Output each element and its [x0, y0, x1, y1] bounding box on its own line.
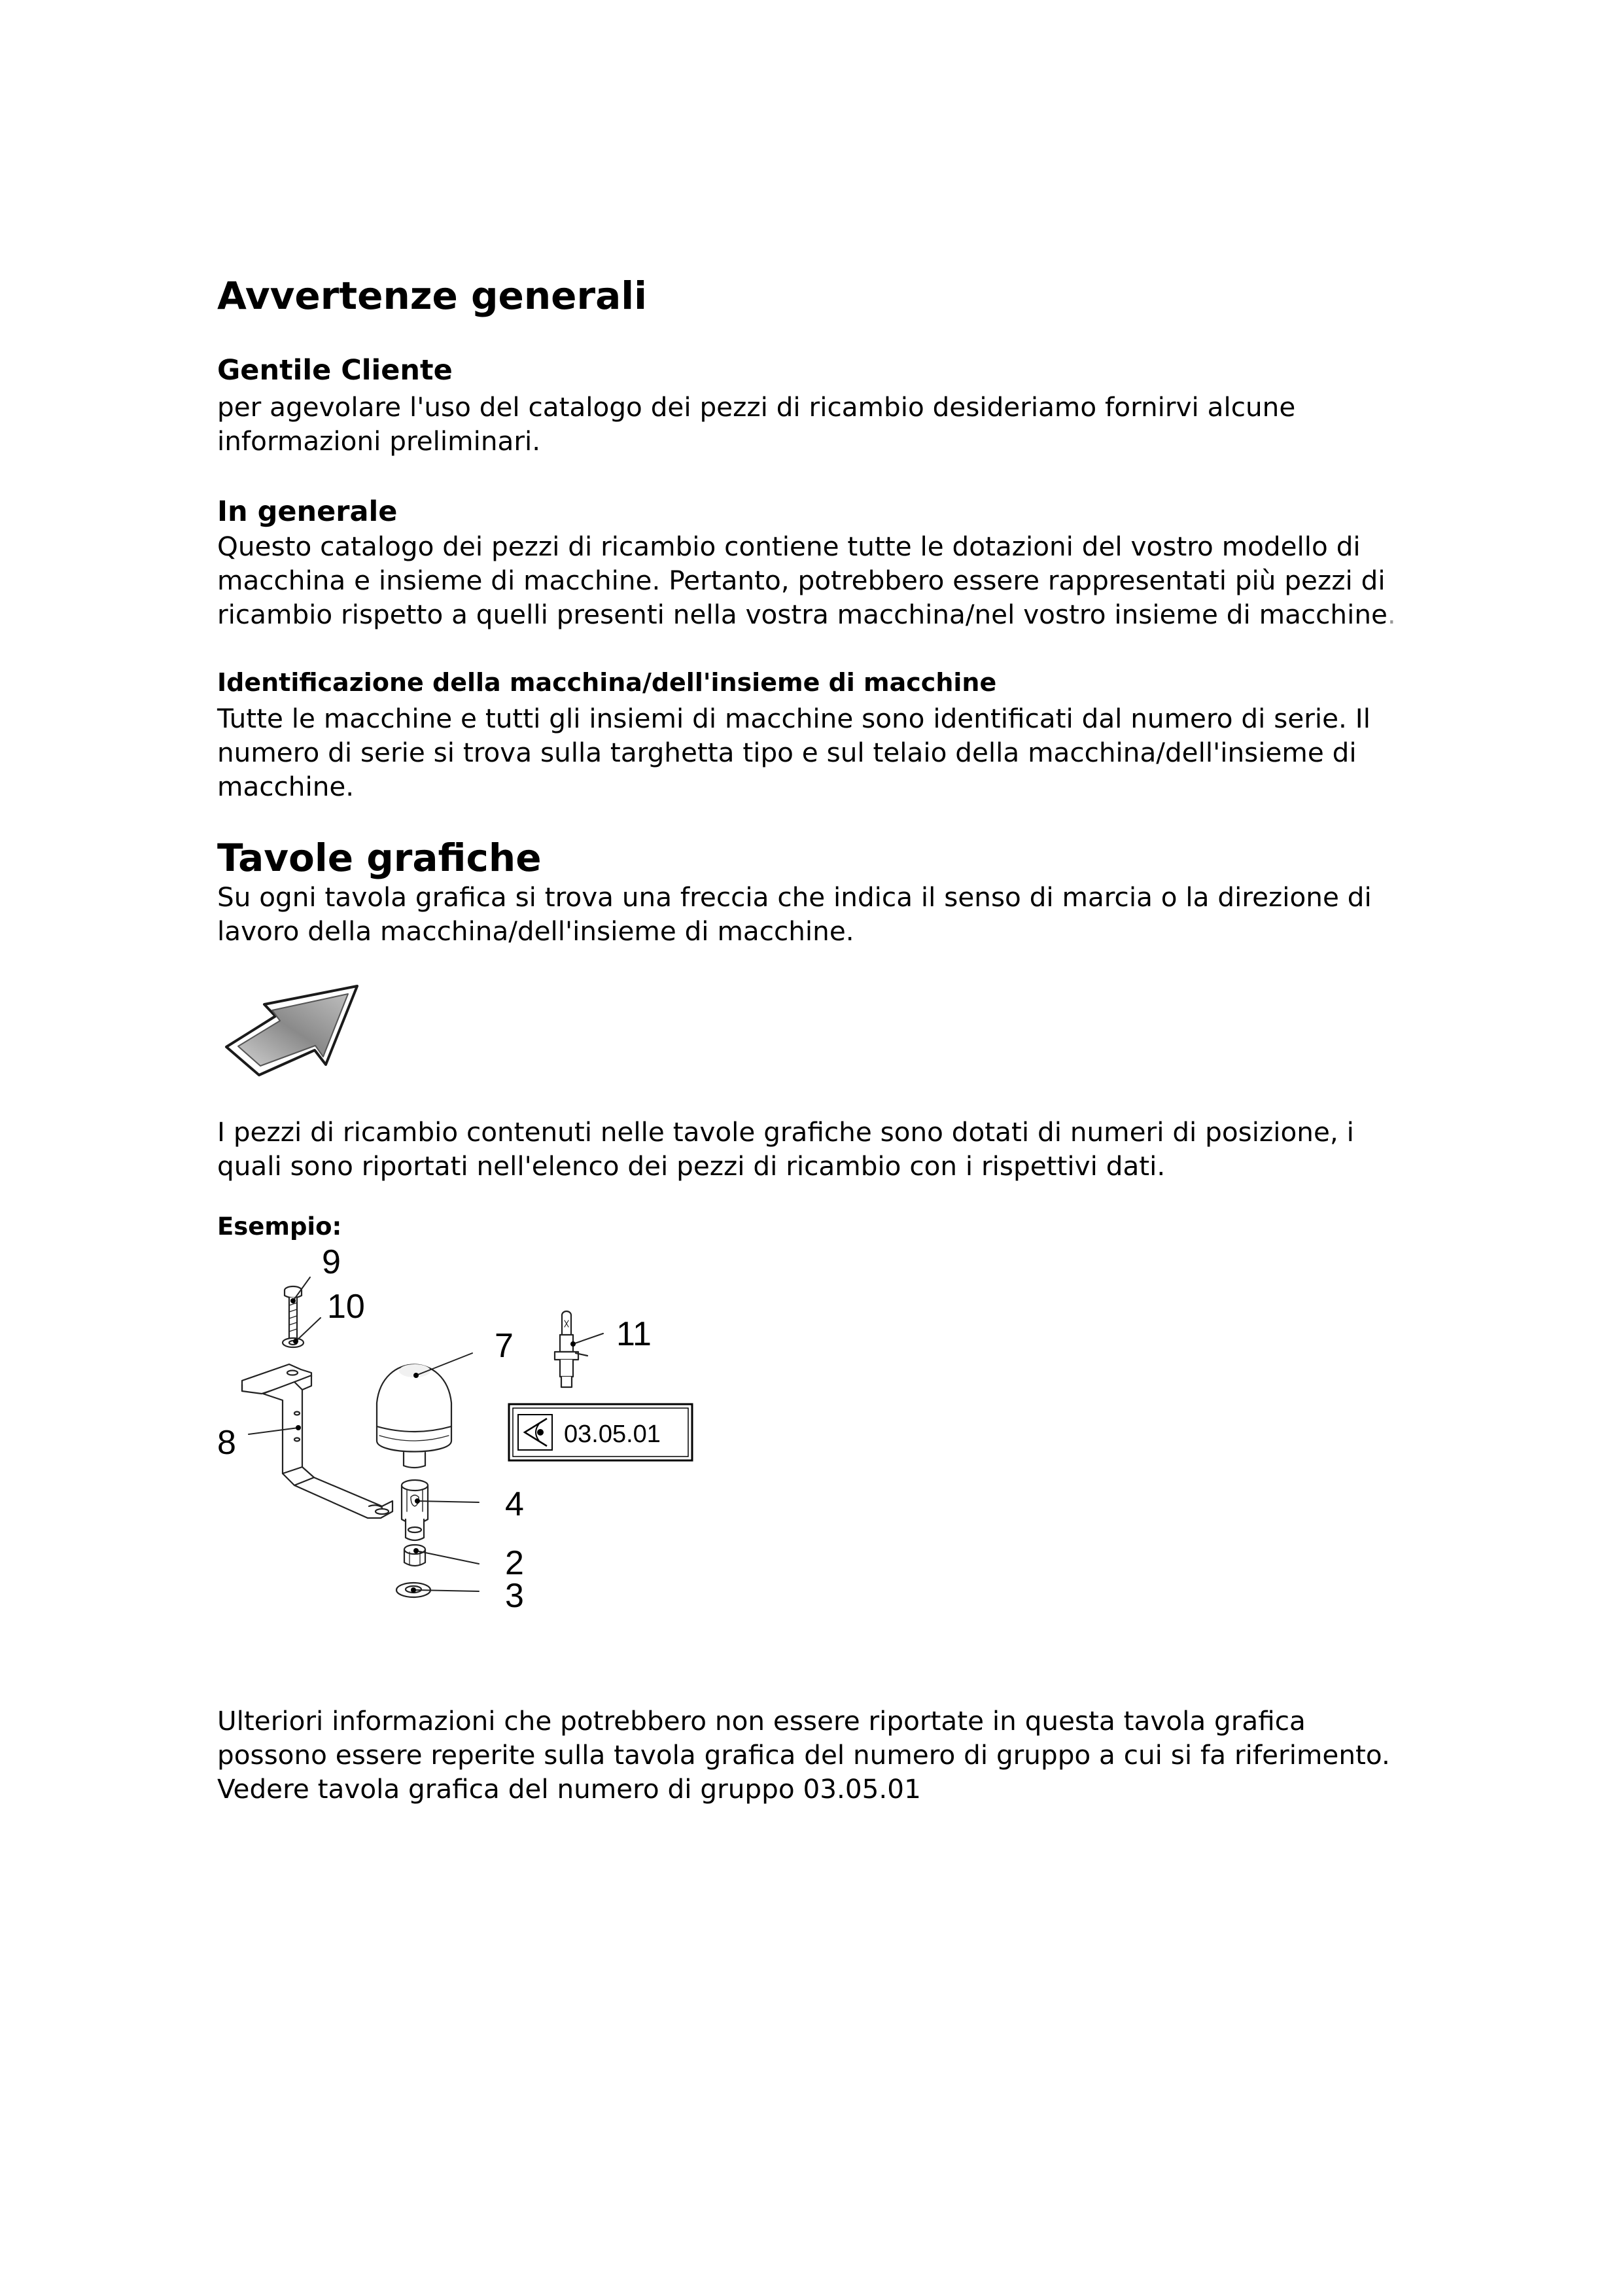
text-line: lavoro della macchina/dell'insieme di macchine.: [217, 915, 854, 947]
paragraph-gentile-cliente: [217, 390, 1447, 458]
group-reference-box: [509, 1404, 692, 1460]
heading-gentile-cliente: Gentile Cliente: [217, 354, 453, 387]
nut-part: [404, 1545, 425, 1566]
heading-identificazione: Identificazione della macchina/dell'insieme di macchine: [217, 668, 997, 697]
paragraph-ulteriori: [217, 1704, 1447, 1806]
document-page: [217, 0, 1447, 2296]
connector-part: [402, 1480, 428, 1540]
bolt-part: [285, 1286, 302, 1340]
position-label-8: 8: [217, 1424, 236, 1462]
text-line: numero di serie si trova sulla targhetta tipo e sul telaio della macchina/dell'insieme di: [217, 737, 1357, 768]
parts-diagram: [217, 1237, 721, 1682]
position-label-7: 7: [495, 1327, 514, 1365]
text-line: I pezzi di ricambio contenuti nelle tavole grafiche sono dotati di numeri di posizione, i: [217, 1116, 1354, 1148]
text-line-content: ricambio rispetto a quelli presenti nella vostra macchina/nel vostro insieme di macchine: [217, 599, 1387, 630]
direction-arrow-icon: [220, 985, 370, 1076]
text-line: Tutte le macchine e tutti gli insiemi di macchine sono identificati dal numero di serie. Il: [217, 703, 1370, 734]
position-label-9: 9: [322, 1243, 341, 1281]
position-label-2: 2: [505, 1544, 524, 1582]
text-line: quali sono riportati nell'elenco dei pezzi di ricambio con i rispettivi dati.: [217, 1150, 1166, 1182]
paragraph-pezzi: [217, 1115, 1447, 1183]
group-reference-label: 03.05.01: [564, 1421, 661, 1448]
paragraph-tavole-intro: [217, 880, 1447, 948]
trailing-dot: .: [1387, 599, 1396, 630]
text-line: macchine.: [217, 771, 355, 802]
heading-tavole-grafiche: Tavole grafiche: [217, 836, 542, 880]
text-line: Questo catalogo dei pezzi di ricambio contiene tutte le dotazioni del vostro modello di: [217, 531, 1361, 562]
beacon-dome-part: [377, 1364, 451, 1468]
page-title: Avvertenze generali: [217, 274, 648, 318]
text-line: informazioni preliminari.: [217, 425, 541, 457]
bulb-part: [555, 1311, 587, 1387]
washer-part: [283, 1338, 304, 1347]
text-line: Su ogni tavola grafica si trova una freccia che indica il senso di marcia o la direzione di: [217, 881, 1372, 913]
text-line: Vedere tavola grafica del numero di gruppo 03.05.01: [217, 1773, 921, 1805]
bracket-part: [242, 1364, 393, 1518]
text-line: per agevolare l'uso del catalogo dei pezzi di ricambio desideriamo fornirvi alcune: [217, 391, 1296, 423]
heading-in-generale: In generale: [217, 495, 398, 528]
position-label-11: 11: [616, 1315, 652, 1353]
position-label-10: 10: [327, 1288, 365, 1326]
position-label-3: 3: [505, 1577, 524, 1615]
esempio-label: Esempio:: [217, 1212, 342, 1241]
position-label-4: 4: [505, 1485, 524, 1523]
text-line: Ulteriori informazioni che potrebbero non essere riportate in questa tavola grafica: [217, 1705, 1306, 1737]
paragraph-in-generale: [217, 529, 1447, 631]
paragraph-identificazione: [217, 701, 1447, 804]
text-line: macchina e insieme di macchine. Pertanto, potrebbero essere rappresentati più pezzi di: [217, 565, 1386, 596]
text-line: [217, 597, 1447, 631]
text-line: possono essere reperite sulla tavola grafica del numero di gruppo a cui si fa riferimento.: [217, 1739, 1390, 1771]
